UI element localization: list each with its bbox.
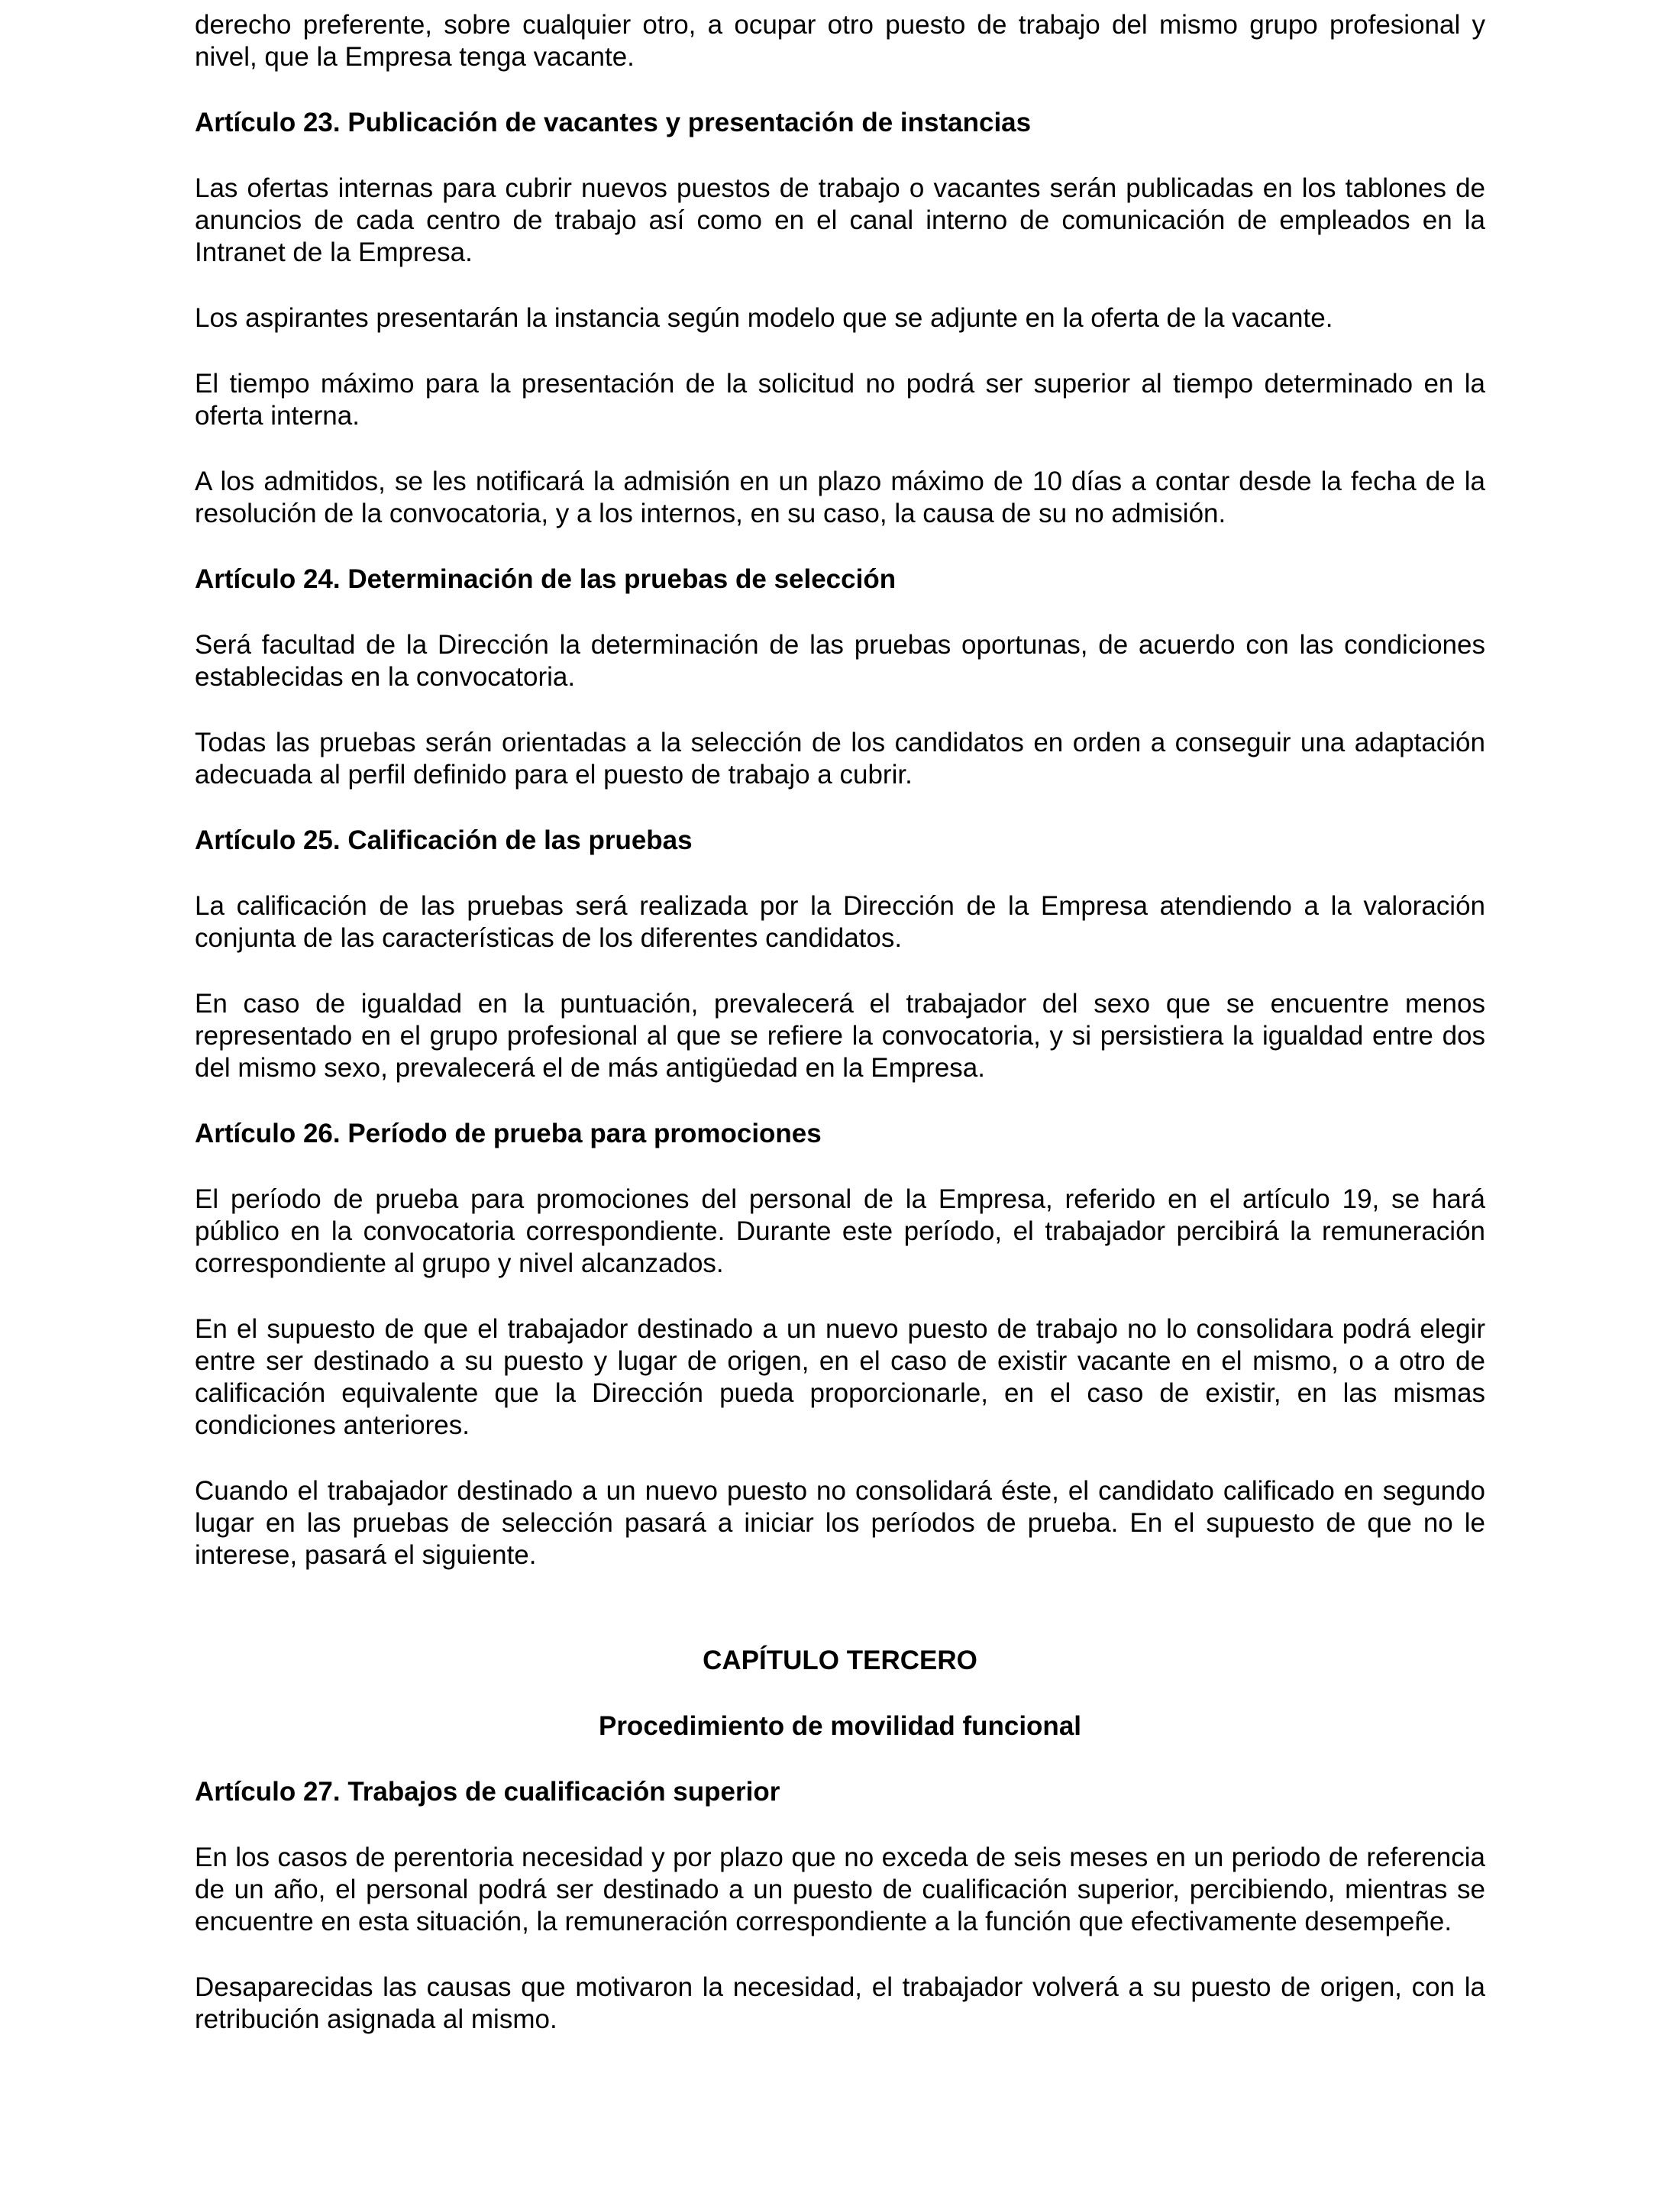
article-23-heading: Artículo 23. Publicación de vacantes y presentación de instancias — [195, 108, 1032, 137]
carryover-paragraph: derecho preferente, sobre cualquier otro, a ocupar otro puesto de trabajo del mismo grupo profesional y nivel, que la Empresa tenga vacante. — [195, 10, 1485, 72]
chapter-subheading: Procedimiento de movilidad funcional — [598, 1711, 1082, 1741]
article-25-paragraph-2: En caso de igualdad en la puntuación, prevalecerá el trabajador del sexo que se encuentre menos representado en el grupo profesional al que se refiere la convocatoria, y si persistiera la igualdad entre dos del mismo sexo, prevalecerá el de más antigüedad en la Empresa. — [195, 989, 1485, 1083]
article-26-paragraph-1: El período de prueba para promociones del personal de la Empresa, referido en el artículo 19, se hará público en la convocatoria correspondiente. Durante este período, el trabajador percibirá la remuneración correspondiente al grupo y nivel alcanzados. — [195, 1184, 1485, 1278]
article-27-paragraph-1: En los casos de perentoria necesidad y por plazo que no exceda de seis meses en un periodo de referencia de un año, el personal podrá ser destinado a un puesto de cualificación superior, percibiendo, mientras se encuentre en esta situación, la remuneración correspondiente a la función que efectivamente desempeñe. — [195, 1843, 1485, 1936]
article-27-heading: Artículo 27. Trabajos de cualificación superior — [195, 1777, 780, 1807]
article-23-paragraph-2: Los aspirantes presentarán la instancia según modelo que se adjunte en la oferta de la vacante. — [195, 303, 1333, 333]
article-23-paragraph-1: Las ofertas internas para cubrir nuevos puestos de trabajo o vacantes serán publicadas en los tablones de anuncios de cada centro de trabajo así como en el canal interno de comunicación de empleados en la Intranet de la Empresa. — [195, 173, 1485, 267]
article-26-heading: Artículo 26. Período de prueba para promociones — [195, 1119, 822, 1148]
article-24-paragraph-1: Será facultad de la Dirección la determinación de las pruebas oportunas, de acuerdo con las condiciones establecidas en la convocatoria. — [195, 630, 1485, 692]
article-24-paragraph-2: Todas las pruebas serán orientadas a la selección de los candidatos en orden a conseguir una adaptación adecuada al perfil definido para el puesto de trabajo a cubrir. — [195, 728, 1485, 790]
article-26-paragraph-2: En el supuesto de que el trabajador destinado a un nuevo puesto de trabajo no lo consolidara podrá elegir entre ser destinado a su puesto y lugar de origen, en el caso de existir vacante en el mismo, o a otro de calificación equivalente que la Dirección pueda proporcionarle, en el caso de existir, en las mismas condiciones anteriores. — [195, 1314, 1485, 1440]
article-25-paragraph-1: La calificación de las pruebas será realizada por la Dirección de la Empresa atendiendo a la valoración conjunta de las características de los diferentes candidatos. — [195, 891, 1485, 953]
article-25-heading: Artículo 25. Calificación de las pruebas — [195, 825, 693, 855]
article-23-paragraph-4: A los admitidos, se les notificará la admisión en un plazo máximo de 10 días a contar desde la fecha de la resolución de la convocatoria, y a los internos, en su caso, la causa de su no admisión. — [195, 467, 1485, 528]
article-24-heading: Artículo 24. Determinación de las pruebas de selección — [195, 564, 897, 594]
article-27-paragraph-2: Desaparecidas las causas que motivaron la necesidad, el trabajador volverá a su puesto de origen, con la retribución asignada al mismo. — [195, 1972, 1485, 2034]
article-26-paragraph-3: Cuando el trabajador destinado a un nuevo puesto no consolidará éste, el candidato calificado en segundo lugar en las pruebas de selección pasará a iniciar los períodos de prueba. En el supuesto de que no le interese, pasará el siguiente. — [195, 1476, 1485, 1570]
chapter-heading: CAPÍTULO TERCERO — [703, 1646, 977, 1675]
article-23-paragraph-3: El tiempo máximo para la presentación de la solicitud no podrá ser superior al tiempo determinado en la oferta interna. — [195, 369, 1485, 431]
